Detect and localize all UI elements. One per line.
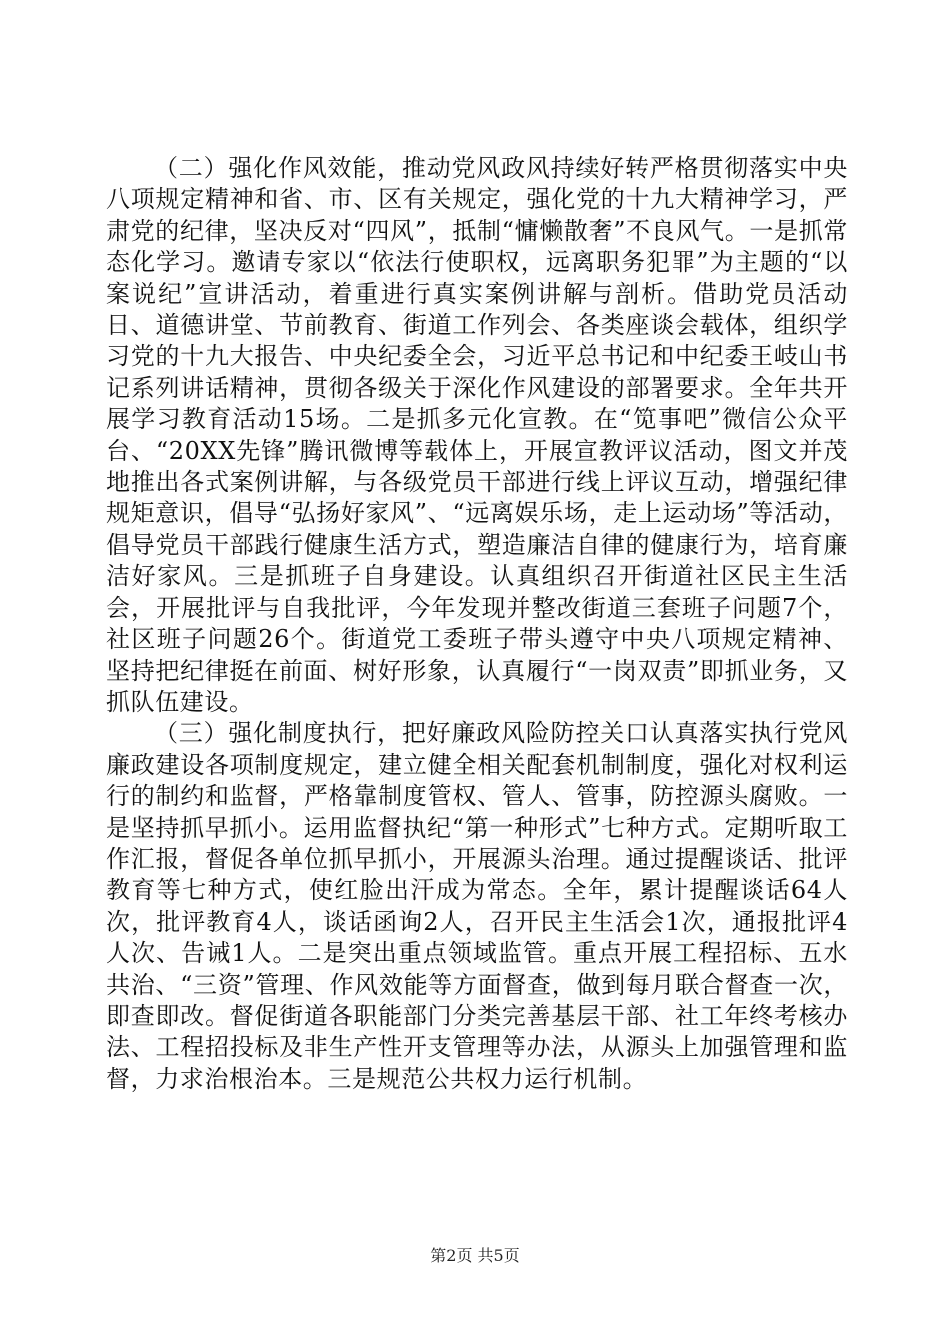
- document-body: [106, 153, 848, 1095]
- paragraph-3: （三）强化制度执行，把好廉政风险防控关口认真落实执行党风廉政建设各项制度规定，建立健全相关配套机制制度，强化对权利运行的制约和监督，严格靠制度管权、管人、管事，防控源头腐败。一是坚持抓早抓小。运用监督执纪“第一种形式”七种方式。定期听取工作汇报，督促各单位抓早抓小，开展源头治理。通过提醒谈话、批评教育等七种方式，使红脸出汗成为常态。全年，累计提醒谈话64人次，批评教育4人，谈话函询2人，召开民主生活会1次，通报批评4人次、告诫1人。二是突出重点领域监管。重点开展工程招标、五水共治、“三资”管理、作风效能等方面督查，做到每月联合督查一次，即查即改。督促街道各职能部门分类完善基层干部、社工年终考核办法、工程招投标及非生产性开支管理等办法，从源头上加强管理和监督，力求治根治本。三是规范公共权力运行机制。: [106, 719, 848, 1093]
- page-number-footer: 第2页 共5页: [430, 1246, 520, 1265]
- paragraph-2: （二）强化作风效能，推动党风政风持续好转严格贯彻落实中央八项规定精神和省、市、区有关规定，强化党的十九大精神学习，严肃党的纪律，坚决反对“四风”，抵制“慵懒散奢”不良风气。一是抓常态化学习。邀请专家以“依法行使职权，远离职务犯罪”为主题的“以案说纪”宣讲活动，着重进行真实案例讲解与剖析。借助党员活动日、道德讲堂、节前教育、街道工作列会、各类座谈会载体，组织学习党的十九大报告、中央纪委全会，习近平总书记和中纪委王岐山书记系列讲话精神，贯彻各级关于深化作风建设的部署要求。全年共开展学习教育活动15场。二是抓多元化宣教。在“笕事吧”微信公众平台、“20XX先锋”腾讯微博等载体上，开展宣教评议活动，图文并茂地推出各式案例讲解，与各级党员干部进行线上评议互动，增强纪律规矩意识，倡导“弘扬好家风”、“远离娱乐场，走上运动场”等活动，倡导党员干部践行健康生活方式，塑造廉洁自律的健康行为，培育廉洁好家风。三是抓班子自身建设。认真组织召开街道社区民主生活会，开展批评与自我批评，今年发现并整改街道三套班子问题7个，社区班子问题26个。街道党工委班子带头遵守中央八项规定精神、坚持把纪律挺在前面、树好形象，认真履行“一岗双责”即抓业务，又抓队伍建设。: [106, 154, 848, 716]
